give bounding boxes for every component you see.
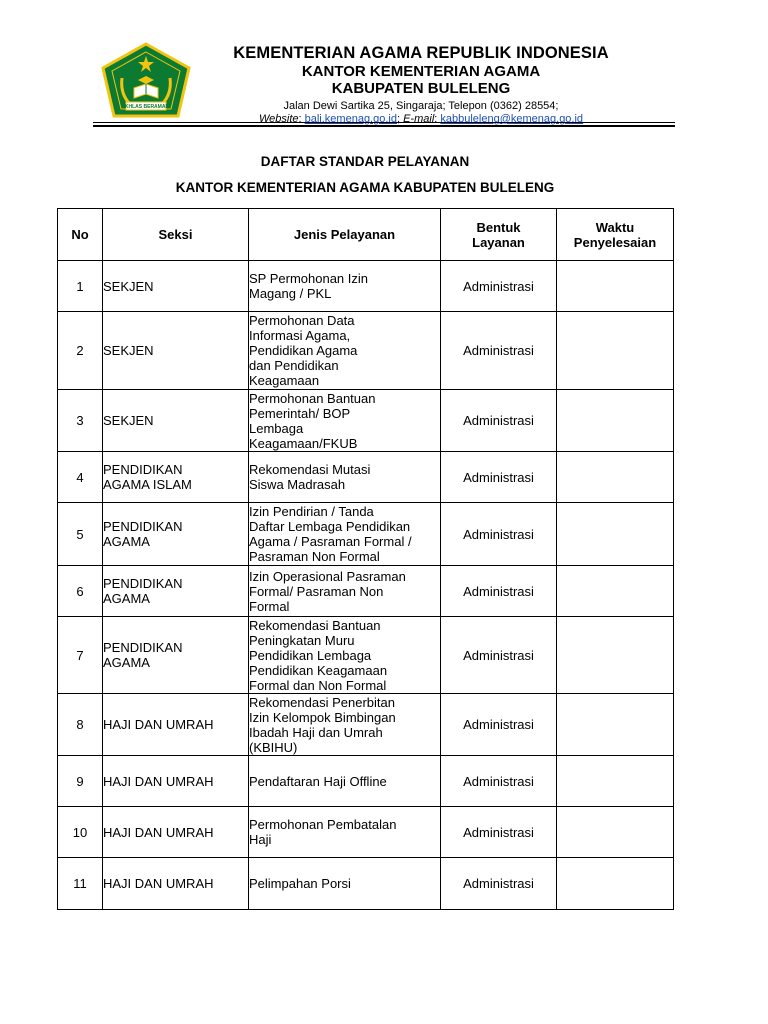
cell-bentuk: Administrasi [441,694,557,756]
cell-bentuk: Administrasi [441,312,557,390]
column-header-waktu-penyelesaian: Waktu Penyelesaian [557,209,674,261]
cell-bentuk: Administrasi [441,390,557,452]
cell-no: 1 [58,261,103,312]
cell-waktu [557,756,674,807]
letterhead-divider-thin [93,122,675,123]
column-header-no: No [58,209,103,261]
logo-ribbon-text: IKHLAS BERAMAL [123,104,169,111]
email-label: E-mail [403,113,435,125]
contact-line: Website: bali.kemenag.go.id; E-mail: kabbuleleng@kemenag.go.id [258,113,584,125]
cell-no: 4 [58,452,103,503]
table-row [58,694,674,756]
cell-no: 2 [58,312,103,390]
cell-bentuk: Administrasi [441,756,557,807]
cell-seksi: PENDIDIKAN AGAMA [103,617,249,694]
cell-seksi: SEKJEN [103,312,249,390]
column-header-seksi: Seksi [103,209,249,261]
cell-jenis: Permohonan Pembatalan Haji [249,807,441,858]
letterhead [200,44,642,126]
cell-seksi: SEKJEN [103,261,249,312]
cell-no: 8 [58,694,103,756]
cell-jenis: Izin Operasional Pasraman Formal/ Pasraman Non Formal [249,566,441,617]
cell-waktu [557,261,674,312]
cell-jenis: Rekomendasi Penerbitan Izin Kelompok Bimbingan Ibadah Haji dan Umrah (KBIHU) [249,694,441,756]
cell-bentuk: Administrasi [441,452,557,503]
cell-jenis: Pelimpahan Porsi [249,858,441,910]
table-row [58,503,674,566]
cell-waktu [557,694,674,756]
document-title: DAFTAR STANDAR PELAYANAN [260,154,470,169]
cell-bentuk: Administrasi [441,261,557,312]
cell-jenis: Rekomendasi Bantuan Peningkatan Muru Pendidikan Lembaga Pendidikan Keagamaan Formal dan Non Formal [249,617,441,694]
cell-no: 7 [58,617,103,694]
column-header-jenis-pelayanan: Jenis Pelayanan [249,209,441,261]
cell-bentuk: Administrasi [441,807,557,858]
ministry-name: KEMENTERIAN AGAMA REPUBLIK INDONESIA [233,44,609,62]
cell-bentuk: Administrasi [441,566,557,617]
cell-seksi: HAJI DAN UMRAH [103,858,249,910]
cell-no: 11 [58,858,103,910]
cell-waktu [557,807,674,858]
cell-no: 3 [58,390,103,452]
cell-jenis: Pendaftaran Haji Offline [249,756,441,807]
regency-name: KABUPATEN BULELENG [331,80,511,97]
office-name: KANTOR KEMENTERIAN AGAMA [301,63,541,80]
table-row [58,617,674,694]
cell-bentuk: Administrasi [441,617,557,694]
cell-seksi: PENDIDIKAN AGAMA [103,566,249,617]
table-row [58,390,674,452]
cell-jenis: Permohonan Bantuan Pemerintah/ BOP Lembaga Keagamaan/FKUB [249,390,441,452]
letterhead-divider-thick [93,125,675,127]
cell-bentuk: Administrasi [441,503,557,566]
cell-jenis: SP Permohonan Izin Magang / PKL [249,261,441,312]
address: Jalan Dewi Sartika 25, Singaraja; Telepon (0362) 28554; [283,100,559,112]
document-subtitle: KANTOR KEMENTERIAN AGAMA KABUPATEN BULELENG [175,180,555,195]
cell-seksi: PENDIDIKAN AGAMA ISLAM [103,452,249,503]
cell-bentuk: Administrasi [441,858,557,910]
cell-jenis: Rekomendasi Mutasi Siswa Madrasah [249,452,441,503]
table-row [58,452,674,503]
table-row [58,756,674,807]
cell-seksi: HAJI DAN UMRAH [103,694,249,756]
cell-waktu [557,566,674,617]
cell-waktu [557,452,674,503]
table-row [58,261,674,312]
email-link[interactable]: kabbuleleng@kemenag.go.id [440,113,584,125]
website-link[interactable]: bali.kemenag.go.id [304,113,397,125]
cell-seksi: HAJI DAN UMRAH [103,807,249,858]
cell-seksi: SEKJEN [103,390,249,452]
cell-no: 6 [58,566,103,617]
cell-no: 5 [58,503,103,566]
column-header-bentuk-layanan: Bentuk Layanan [441,209,557,261]
cell-no: 10 [58,807,103,858]
kemenag-logo [100,42,192,120]
table-row [58,807,674,858]
cell-waktu [557,312,674,390]
website-label: Website [258,113,299,125]
table-row [58,858,674,910]
table-row [58,312,674,390]
table-row [58,566,674,617]
cell-jenis: Permohonan Data Informasi Agama, Pendidikan Agama dan Pendidikan Keagamaan [249,312,441,390]
cell-waktu [557,617,674,694]
cell-waktu [557,390,674,452]
cell-waktu [557,503,674,566]
cell-seksi: PENDIDIKAN AGAMA [103,503,249,566]
cell-waktu [557,858,674,910]
cell-jenis: Izin Pendirian / Tanda Daftar Lembaga Pendidikan Agama / Pasraman Formal / Pasraman Non Formal [249,503,441,566]
table-header-row [58,209,674,261]
cell-seksi: HAJI DAN UMRAH [103,756,249,807]
service-table [57,208,674,910]
cell-no: 9 [58,756,103,807]
